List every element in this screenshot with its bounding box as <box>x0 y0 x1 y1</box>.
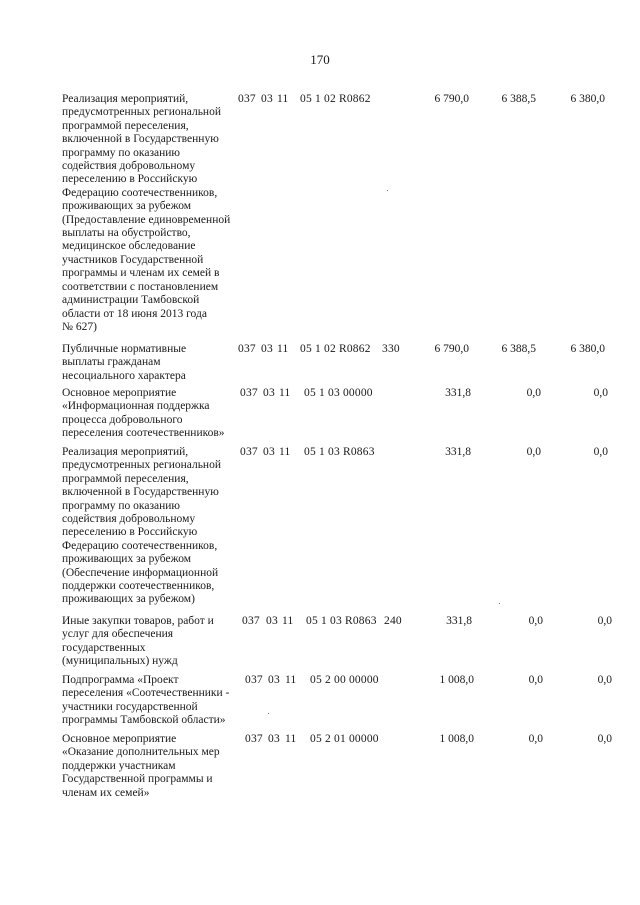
value-year-3: 0,0 <box>593 387 608 399</box>
value-year-3: 0,0 <box>597 674 612 686</box>
value-year-2: 0,0 <box>526 387 541 399</box>
value-year-1: 6 790,0 <box>434 93 469 105</box>
target-code: 05 2 01 00000 <box>310 733 379 745</box>
ministry-code: 037 <box>240 446 258 458</box>
section-code: 03 <box>261 343 273 355</box>
row-name: Реализация мероприятий, предусмотренных региональной программой переселения, включенной в Государственную программу по оказанию содействия добровольному переселению в Российскую Федерацию соотечественников, проживающих за рубежом (Предоставление единовременной выплаты на обустройство, медицинское обследование участников Государственной программы и членам их семей в соответствии с постановлением администрации Тамбовской области от 18 июня 2013 года № 627) <box>62 93 231 333</box>
value-year-3: 0,0 <box>597 733 612 745</box>
row-name: Реализация мероприятий, предусмотренных региональной программой переселения, включенной в Государственную программу по оказанию содействия добровольному переселению в Российскую Федерацию соотечественников, проживающих за рубежом (Обеспечение информационной поддержки соотечественников, проживающих за рубежом) <box>62 446 221 606</box>
ministry-code: 037 <box>238 343 256 355</box>
target-code: 05 1 03 R0863 <box>306 615 377 627</box>
ministry-code: 037 <box>238 93 256 105</box>
value-year-3: 6 380,0 <box>570 93 605 105</box>
section-code: 03 <box>268 733 280 745</box>
subsection-code: 11 <box>282 615 294 627</box>
row-name: Публичные нормативные выплаты гражданам несоциального характера <box>62 343 187 382</box>
subsection-code: 11 <box>277 343 289 355</box>
subsection-code: 11 <box>279 446 291 458</box>
page-number: 170 <box>310 52 330 67</box>
value-year-3: 6 380,0 <box>570 343 605 355</box>
target-code: 05 1 03 R0863 <box>304 446 375 458</box>
target-code: 05 1 02 R0862 <box>300 93 371 105</box>
section-code: 03 <box>266 615 278 627</box>
subsection-code: 11 <box>285 674 297 686</box>
row-name: Основное мероприятие «Информационная поддержка процесса добровольного переселения соотечественников» <box>62 387 225 440</box>
value-year-1: 1 008,0 <box>439 674 474 686</box>
scan-speck <box>387 190 388 191</box>
ministry-code: 037 <box>245 733 263 745</box>
section-code: 03 <box>261 93 273 105</box>
ministry-code: 037 <box>240 387 258 399</box>
row-name: Иные закупки товаров, работ и услуг для обеспечения государственных (муниципальных) нужд <box>62 615 214 668</box>
value-year-3: 0,0 <box>593 446 608 458</box>
subsection-code: 11 <box>279 387 291 399</box>
ministry-code: 037 <box>245 674 263 686</box>
value-year-1: 331,8 <box>445 387 471 399</box>
value-year-2: 6 388,5 <box>501 93 536 105</box>
value-year-2: 0,0 <box>528 733 543 745</box>
section-code: 03 <box>263 446 275 458</box>
target-code: 05 1 03 00000 <box>304 387 373 399</box>
value-year-1: 6 790,0 <box>434 343 469 355</box>
value-year-2: 6 388,5 <box>501 343 536 355</box>
value-year-2: 0,0 <box>528 615 543 627</box>
row-name: Основное мероприятие «Оказание дополнительных мер поддержки участникам Государственной программы и членам их семей» <box>62 733 220 799</box>
ministry-code: 037 <box>242 615 260 627</box>
value-year-3: 0,0 <box>597 615 612 627</box>
subsection-code: 11 <box>285 733 297 745</box>
value-year-2: 0,0 <box>528 674 543 686</box>
row-name: Подпрограмма «Проект переселения «Соотечественники - участники государственной программы Тамбовской области» <box>62 674 230 727</box>
target-code: 05 2 00 00000 <box>310 674 379 686</box>
scan-speck <box>268 713 269 714</box>
expense-code: 240 <box>384 615 402 627</box>
value-year-2: 0,0 <box>526 446 541 458</box>
subsection-code: 11 <box>277 93 289 105</box>
value-year-1: 331,8 <box>446 615 472 627</box>
scan-speck <box>499 603 500 604</box>
value-year-1: 1 008,0 <box>439 733 474 745</box>
section-code: 03 <box>263 387 275 399</box>
expense-code: 330 <box>382 343 400 355</box>
target-code: 05 1 02 R0862 <box>300 343 371 355</box>
value-year-1: 331,8 <box>445 446 471 458</box>
section-code: 03 <box>268 674 280 686</box>
